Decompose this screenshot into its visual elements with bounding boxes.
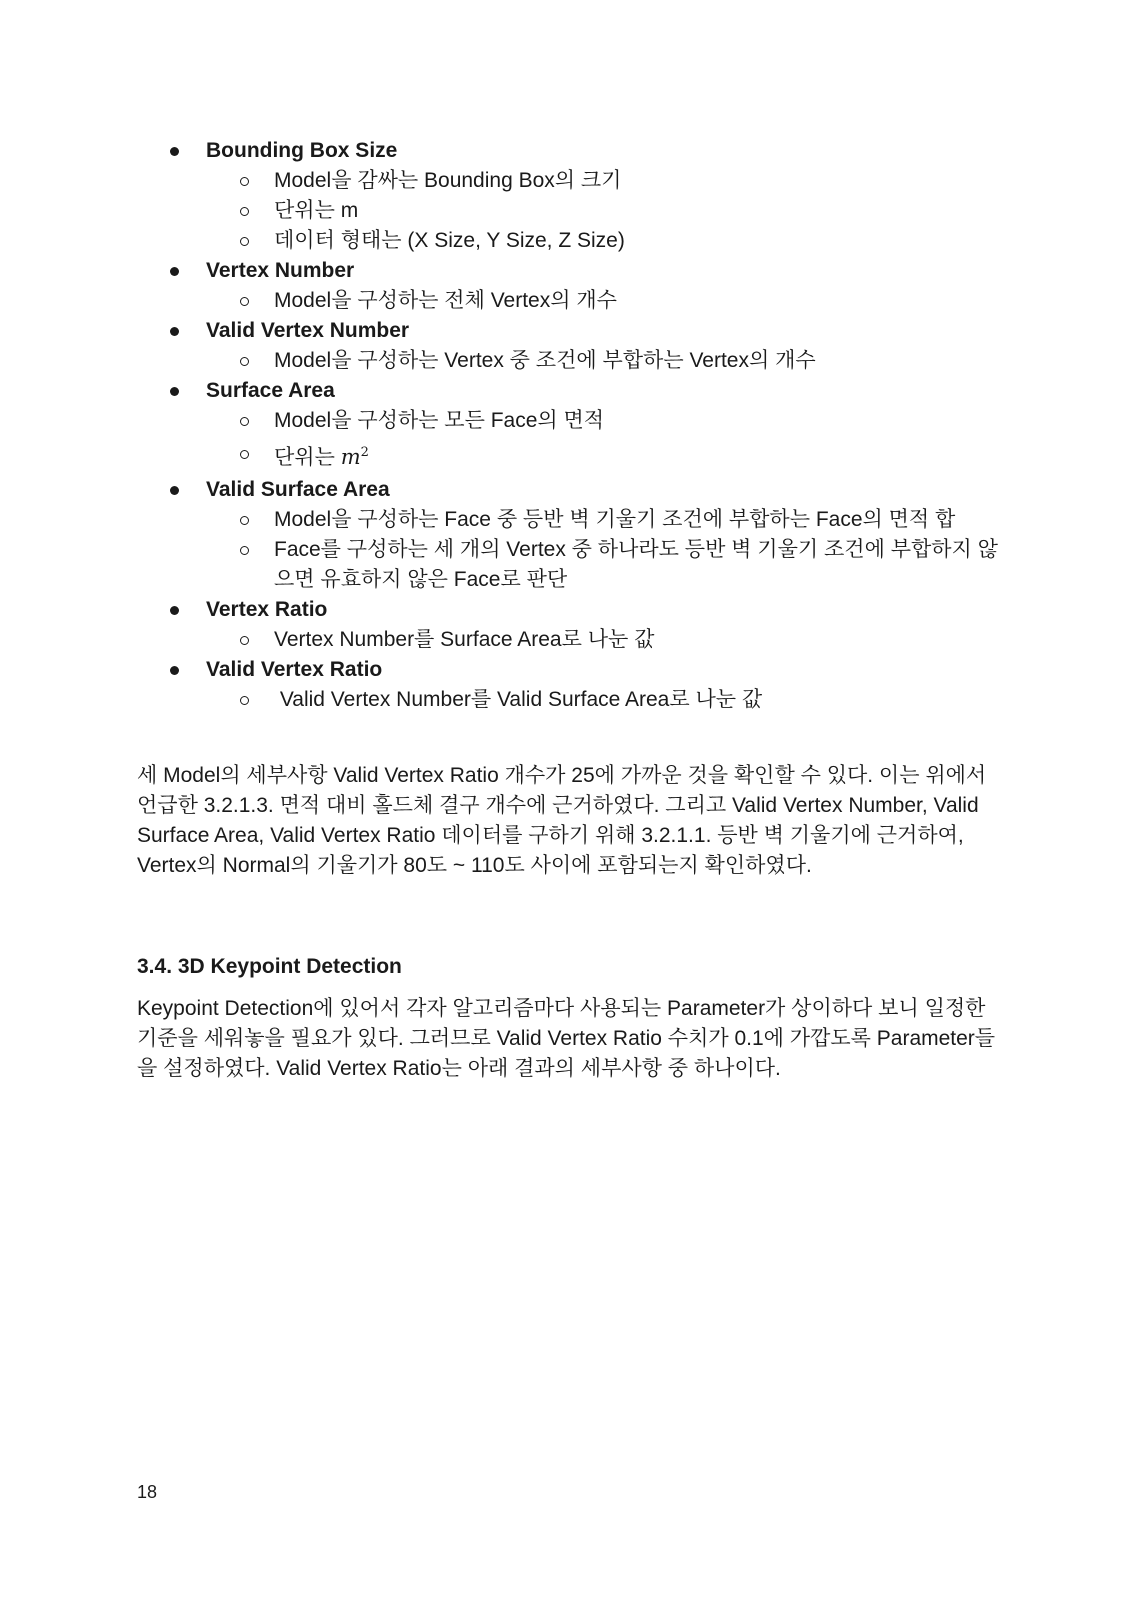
sub-bullet xyxy=(170,196,1010,226)
unit-exponent: 2 xyxy=(360,445,369,460)
sub-bullet xyxy=(170,625,1010,655)
unit-math xyxy=(341,445,369,469)
sub-bullet xyxy=(170,346,1010,376)
bullet-title: Vertex Ratio xyxy=(206,598,328,621)
sub-bullet-text: Model을 구성하는 모든 Face의 면적 xyxy=(274,409,605,432)
bullet-valid-vertex-ratio xyxy=(170,655,1010,685)
sub-bullet-text: Model을 구성하는 Face 중 등반 벽 기울기 조건에 부합하는 Face의 면적 합 xyxy=(274,508,956,531)
sub-bullet-text: Valid Vertex Number를 Valid Surface Area로 나눈 값 xyxy=(274,688,763,711)
bullet-title: Valid Vertex Number xyxy=(206,319,410,342)
sub-bullet xyxy=(170,436,1010,475)
sub-bullet xyxy=(170,286,1010,316)
bullet-surface-area xyxy=(170,376,1010,406)
sub-bullet-text: Model을 구성하는 전체 Vertex의 개수 xyxy=(274,289,617,312)
sub-bullet xyxy=(170,505,1010,535)
sub-bullet xyxy=(170,535,1010,595)
bullet-dot xyxy=(170,327,179,336)
unit-base: m xyxy=(340,445,361,469)
sub-bullet-text: 단위는 m xyxy=(274,199,359,222)
body-paragraph-1: 세 Model의 세부사항 Valid Vertex Ratio 개수가 25에 가까운 것을 확인할 수 있다. 이는 위에서 언급한 3.2.1.3. 면적 대비 홀드체 결구 개수에 근거하였다. 그리고 Valid Vertex Number, Valid Surface Area, Valid Vertex Ratio 데이터를 구하기 위해 3.2.1.1. 등반 벽 기울기에 근거하여, Vertex의 Normal의 기울기가 80도 ~ 110도 사이에 포함되는지 확인하였다. xyxy=(137,764,987,877)
bullet-vertex-number xyxy=(170,256,1010,286)
bullet-bounding-box-size xyxy=(170,136,1010,166)
sub-bullet-text: Model을 감싸는 Bounding Box의 크기 xyxy=(274,169,622,192)
sub-bullet-ring xyxy=(240,450,249,459)
section-heading: 3.4. 3D Keypoint Detection xyxy=(137,955,402,978)
sub-bullet-text: Vertex Number를 Surface Area로 나눈 값 xyxy=(274,628,655,651)
sub-bullet xyxy=(170,226,1010,256)
bullet-dot xyxy=(170,606,179,615)
bullet-list xyxy=(170,136,1010,715)
bullet-title: Vertex Number xyxy=(206,259,355,282)
page-number: 18 xyxy=(137,1482,158,1502)
sub-bullet-ring xyxy=(240,636,249,645)
sub-bullet-text: Face를 구성하는 세 개의 Vertex 중 하나라도 등반 벽 기울기 조건에 부합하지 않으면 유효하지 않은 Face로 판단 xyxy=(274,538,998,591)
bullet-title: Bounding Box Size xyxy=(206,139,398,162)
sub-bullet-ring xyxy=(240,516,249,525)
sub-bullet-ring xyxy=(240,546,249,555)
sub-bullet xyxy=(170,406,1010,436)
bullet-dot xyxy=(170,267,179,276)
sub-bullet-ring xyxy=(240,297,249,306)
bullet-vertex-ratio xyxy=(170,595,1010,625)
body-paragraph-2: Keypoint Detection에 있어서 각자 알고리즘마다 사용되는 Parameter가 상이하다 보니 일정한 기준을 세워놓을 필요가 있다. 그러므로 Valid Vertex Ratio 수치가 0.1에 가깝도록 Parameter들을 설정하였다. Valid Vertex Ratio는 아래 결과의 세부사항 중 하나이다. xyxy=(137,997,996,1080)
sub-bullet-ring xyxy=(240,696,249,705)
sub-bullet-ring xyxy=(240,237,249,246)
bullet-title: Surface Area xyxy=(206,379,335,402)
sub-bullet-text: 단위는 xyxy=(274,446,341,469)
sub-bullet-ring xyxy=(240,357,249,366)
sub-bullet-ring xyxy=(240,207,249,216)
bullet-dot xyxy=(170,486,179,495)
bullet-valid-vertex-number xyxy=(170,316,1010,346)
bullet-title: Valid Vertex Ratio xyxy=(206,658,383,681)
sub-bullet-ring xyxy=(240,417,249,426)
bullet-dot xyxy=(170,387,179,396)
sub-bullet-text: Model을 구성하는 Vertex 중 조건에 부합하는 Vertex의 개수 xyxy=(274,349,816,372)
bullet-valid-surface-area xyxy=(170,475,1010,505)
sub-bullet-ring xyxy=(240,177,249,186)
bullet-dot xyxy=(170,666,179,675)
bullet-title: Valid Surface Area xyxy=(206,478,390,501)
bullet-dot xyxy=(170,147,179,156)
sub-bullet xyxy=(170,166,1010,196)
sub-bullet xyxy=(170,685,1010,715)
sub-bullet-text: 데이터 형태는 (X Size, Y Size, Z Size) xyxy=(274,229,625,252)
